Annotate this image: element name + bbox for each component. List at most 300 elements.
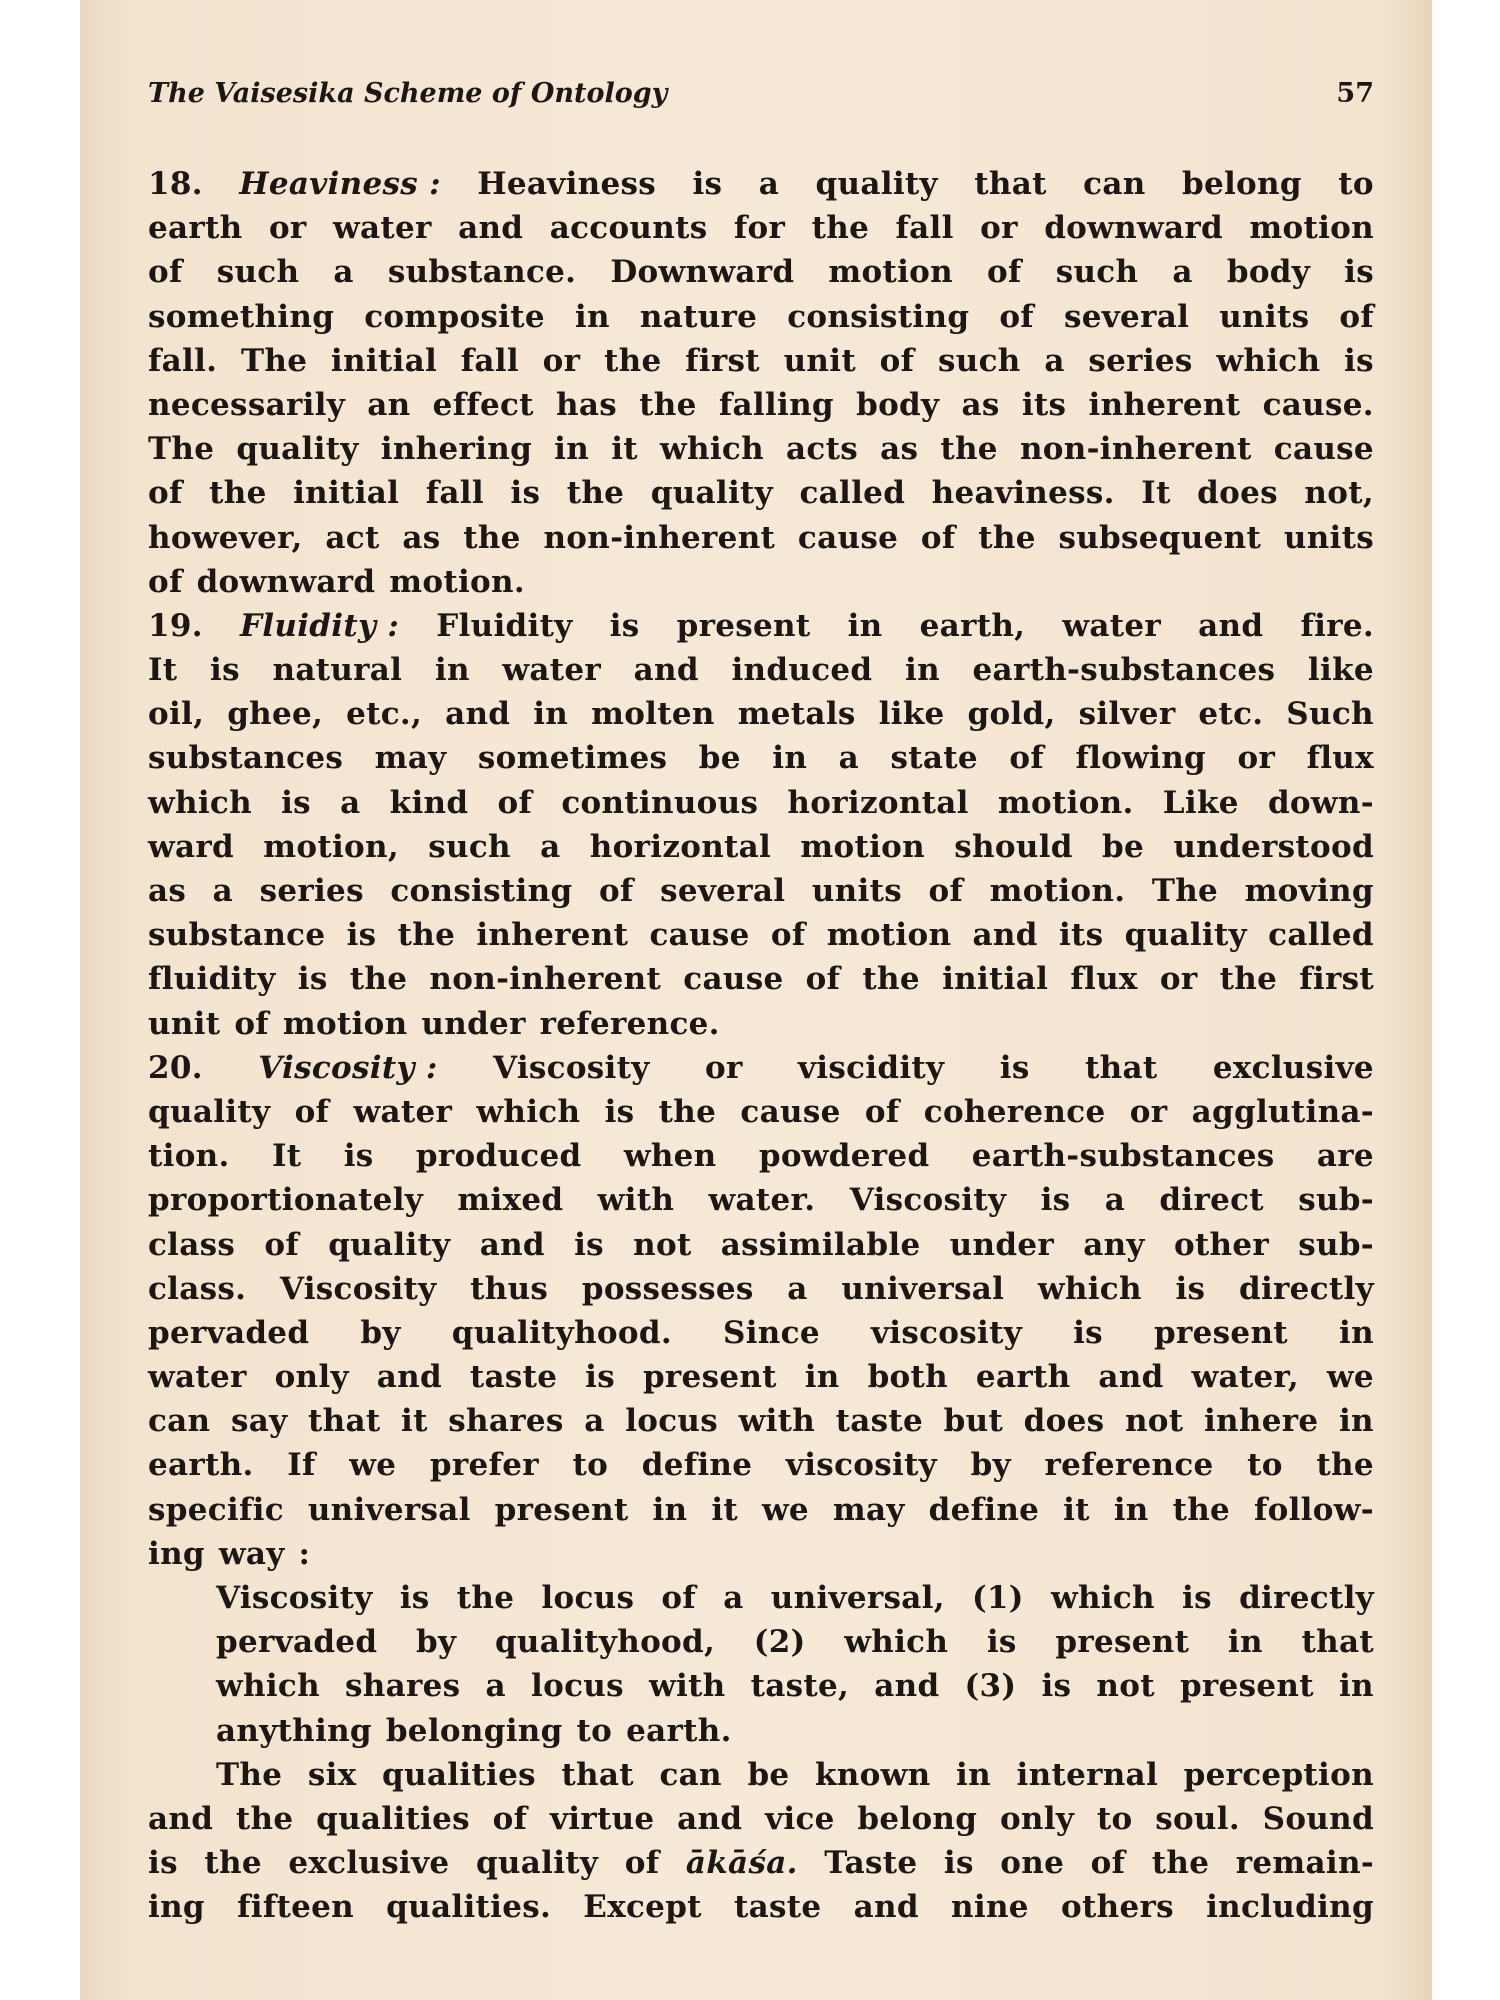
word: motion	[828, 254, 953, 291]
word: it	[401, 1403, 428, 1440]
word: Viscosity	[849, 1182, 1007, 1219]
word: of	[770, 917, 806, 954]
word: in	[1338, 1668, 1374, 1705]
word: metals	[737, 696, 856, 733]
word: like	[1307, 652, 1374, 689]
word: specific	[148, 1491, 284, 1528]
word: in	[652, 1491, 688, 1528]
word: vice	[765, 1800, 835, 1837]
word: of	[624, 1845, 660, 1882]
word: earth.	[626, 1712, 732, 1749]
word: tion.	[148, 1138, 230, 1175]
word: the	[566, 475, 625, 512]
word: substance	[148, 917, 326, 954]
word: flux	[1306, 740, 1374, 777]
word: silver	[1078, 696, 1176, 733]
text-line	[148, 383, 1374, 427]
word: ghee,	[227, 696, 324, 733]
word: is	[604, 1093, 635, 1130]
word: ākāśa.	[685, 1845, 798, 1882]
word: when	[623, 1138, 717, 1175]
word: taste	[734, 1889, 822, 1926]
word: of	[234, 1005, 269, 1042]
word: in	[434, 652, 470, 689]
word: with	[738, 1403, 816, 1440]
word: mixed	[457, 1182, 564, 1219]
word: natural	[272, 652, 403, 689]
word: belonging	[385, 1712, 563, 1749]
word: of	[294, 1093, 330, 1130]
word: initial	[293, 475, 400, 512]
word: initial	[942, 961, 1049, 998]
text-line	[148, 957, 1374, 1001]
word: and	[1098, 1359, 1164, 1396]
word: water	[148, 1359, 247, 1396]
word: a	[212, 873, 234, 909]
word: of	[661, 1580, 697, 1616]
word: does	[1023, 1403, 1105, 1440]
word: ward	[148, 828, 234, 865]
word: only	[274, 1359, 349, 1396]
word: which	[216, 1668, 320, 1705]
word: such	[216, 254, 300, 291]
word: a	[723, 1580, 744, 1616]
word: and	[874, 1668, 940, 1705]
word: that	[1301, 1624, 1374, 1661]
word: subsequent	[1058, 519, 1262, 556]
text-line	[148, 1664, 1374, 1708]
text-line	[148, 1841, 1374, 1885]
word: :	[298, 1535, 311, 1572]
page-number: 57	[1336, 78, 1374, 109]
word: which	[844, 1624, 949, 1661]
word: taste	[469, 1359, 558, 1396]
word: of	[264, 1226, 299, 1263]
word: which	[148, 784, 252, 821]
word: kind	[389, 784, 469, 821]
word: the	[456, 1580, 515, 1616]
word: consisting	[787, 298, 970, 335]
word: and	[1198, 607, 1264, 644]
word: non-inherent	[543, 519, 776, 556]
word: in	[847, 607, 883, 644]
word: to	[572, 1447, 609, 1484]
word: is	[210, 652, 240, 689]
word: to	[1096, 1800, 1133, 1837]
word: qualities.	[386, 1889, 552, 1926]
word: It	[271, 1138, 302, 1175]
word: something	[148, 298, 335, 335]
word: units	[1219, 298, 1310, 335]
word: the	[349, 961, 408, 998]
word: we	[349, 1447, 397, 1484]
word: is	[297, 961, 328, 998]
word: Such	[1286, 696, 1374, 733]
word: say	[230, 1403, 288, 1440]
word: substance.	[387, 254, 577, 291]
word: assimilable	[720, 1226, 921, 1263]
word: of	[497, 784, 533, 821]
word: nature	[639, 298, 758, 335]
word: the	[978, 519, 1036, 556]
word: quality	[328, 1226, 451, 1263]
word: units	[811, 873, 902, 909]
word: of	[805, 961, 841, 998]
word: viscosity	[870, 1314, 1023, 1351]
word: the	[209, 475, 267, 512]
word: a	[758, 166, 780, 202]
text-line	[148, 1090, 1374, 1134]
word: water	[1062, 607, 1162, 644]
word: is	[1175, 1270, 1206, 1307]
word: is	[574, 1226, 604, 1263]
word: earth.	[148, 1447, 254, 1484]
word: one	[1000, 1845, 1065, 1882]
word: of	[1339, 298, 1374, 335]
word: is	[1040, 1182, 1071, 1219]
word: it	[611, 431, 638, 468]
word: locus	[541, 1580, 635, 1616]
word: flowing	[1075, 740, 1207, 777]
word: present	[642, 1359, 777, 1396]
word: as	[402, 519, 441, 556]
word: of	[987, 254, 1022, 291]
word: is	[1344, 342, 1374, 379]
word: units	[1283, 519, 1374, 556]
word: oil,	[148, 696, 205, 733]
word: and	[148, 1800, 214, 1837]
text-line	[148, 1443, 1374, 1487]
word: by	[415, 1624, 457, 1661]
word: class.	[148, 1270, 247, 1307]
word: to	[1338, 166, 1374, 202]
word: shares	[345, 1668, 461, 1705]
word: or	[1159, 961, 1198, 998]
word: however,	[148, 519, 303, 556]
word: (1)	[971, 1580, 1024, 1616]
word: series	[1088, 342, 1193, 379]
word: are	[1316, 1138, 1374, 1175]
word: of	[928, 873, 964, 909]
word: substances	[148, 740, 344, 777]
text-line	[148, 427, 1374, 471]
word: the	[1151, 1845, 1210, 1882]
word: The	[216, 1756, 283, 1793]
word: is	[1182, 1580, 1212, 1616]
text-line	[148, 825, 1374, 869]
word: that	[561, 1756, 634, 1793]
text-line	[148, 1885, 1374, 1929]
word: under	[421, 1005, 526, 1042]
word: may	[832, 1491, 905, 1528]
text-line	[148, 295, 1374, 339]
word: quality	[148, 1093, 271, 1130]
word: composite	[364, 298, 545, 335]
text-line	[148, 736, 1374, 780]
word: called	[1268, 917, 1374, 954]
text-line	[148, 1532, 1374, 1576]
word: molten	[591, 696, 715, 733]
body-text	[148, 162, 1374, 1930]
word: under	[949, 1226, 1054, 1263]
word: thus	[470, 1270, 549, 1307]
word: which	[1050, 1580, 1155, 1616]
word: taste,	[750, 1668, 850, 1705]
word: Viscosity	[216, 1580, 373, 1616]
word: such	[938, 342, 1021, 379]
word: etc.	[1198, 696, 1264, 733]
word: universal	[841, 1270, 1005, 1307]
word: of	[492, 1800, 528, 1837]
word: can	[1083, 166, 1146, 202]
word: a	[333, 254, 354, 291]
text-line	[148, 516, 1374, 560]
word: which	[1037, 1270, 1142, 1307]
word: quality	[475, 1845, 599, 1882]
word: prefer	[429, 1447, 539, 1484]
word: The	[1151, 873, 1219, 909]
word: exclusive	[288, 1845, 450, 1882]
word: and	[445, 696, 511, 733]
word: locus	[531, 1668, 624, 1705]
word: non-inherent	[1019, 431, 1252, 468]
text-line	[148, 1311, 1374, 1355]
word: define	[928, 1491, 1040, 1528]
word: can	[148, 1403, 211, 1440]
word: body	[856, 386, 940, 423]
text-line	[148, 648, 1374, 692]
word: is	[399, 1580, 430, 1616]
word: it	[711, 1491, 739, 1528]
word: the	[1316, 1447, 1374, 1484]
word: not	[633, 1226, 692, 1263]
word: in	[804, 1359, 840, 1396]
word: belong	[1181, 166, 1302, 202]
word: cause	[1273, 431, 1374, 468]
word: the	[397, 917, 456, 954]
text-line	[148, 1134, 1374, 1178]
word: may	[374, 740, 447, 777]
word: class	[148, 1226, 236, 1263]
word: in	[1227, 1624, 1263, 1661]
word: known	[815, 1756, 931, 1793]
word: not,	[1304, 475, 1374, 512]
word: which	[660, 431, 764, 468]
word: belong	[857, 1800, 978, 1837]
word: be	[698, 740, 741, 777]
text-line	[148, 250, 1374, 294]
word: which	[1216, 342, 1321, 379]
running-header	[148, 78, 1374, 118]
word: several	[1063, 298, 1190, 335]
word: that	[974, 166, 1047, 202]
word: is	[510, 475, 541, 512]
word: we	[1326, 1359, 1374, 1396]
word: If	[287, 1447, 316, 1484]
word: downward	[196, 563, 376, 600]
book-page	[80, 0, 1432, 2000]
word: inhering	[380, 431, 533, 468]
word: its	[1021, 386, 1067, 423]
word: flux	[1070, 961, 1138, 998]
word: and	[458, 210, 524, 247]
word: is	[585, 1359, 616, 1396]
word: qualityhood.	[451, 1314, 672, 1351]
word: of	[598, 873, 634, 909]
chapter-title: The Vaisesika Scheme of Ontology	[148, 78, 668, 109]
word: motion.	[389, 563, 525, 600]
word: water,	[1191, 1359, 1299, 1396]
word: or	[1129, 1093, 1168, 1130]
text-line	[148, 604, 1374, 648]
word: an	[367, 386, 411, 423]
word: the	[639, 386, 697, 423]
word: nine	[951, 1889, 1029, 1926]
word: the	[204, 1845, 262, 1882]
word: is	[1073, 1314, 1103, 1351]
word: in	[1339, 1314, 1374, 1351]
word: 18.	[148, 166, 203, 202]
text-line	[148, 1620, 1374, 1664]
word: a	[1172, 254, 1193, 291]
text-line	[148, 1488, 1374, 1532]
word: in	[554, 431, 590, 468]
text-line	[148, 1709, 1374, 1753]
word: including	[1206, 1889, 1374, 1926]
word: earth	[148, 210, 243, 247]
word: down-	[1267, 784, 1374, 821]
word: It	[148, 652, 178, 689]
word: is	[148, 1845, 178, 1882]
word: Since	[723, 1314, 820, 1351]
word: in	[956, 1756, 991, 1793]
word: directly	[1238, 1270, 1374, 1307]
word: fluidity	[148, 961, 276, 998]
word: others	[1061, 1889, 1174, 1926]
word: produced	[415, 1138, 582, 1175]
word: state	[890, 740, 978, 777]
word: powdered	[758, 1138, 930, 1175]
word: a	[1044, 342, 1065, 379]
word: should	[954, 828, 1073, 865]
word: (2)	[753, 1624, 806, 1661]
word: define	[641, 1447, 753, 1484]
word: be	[1102, 828, 1145, 865]
word: of	[879, 342, 915, 379]
word: sub-	[1298, 1226, 1374, 1263]
word: only	[999, 1800, 1075, 1837]
word: that	[1084, 1049, 1158, 1086]
word: accounts	[549, 210, 708, 247]
word: present	[676, 607, 811, 644]
word: viscosity	[785, 1447, 937, 1484]
word: in	[772, 740, 808, 777]
word: cause	[683, 961, 784, 998]
word: fall	[460, 342, 519, 379]
word: fall	[895, 210, 954, 247]
word: ing	[148, 1535, 205, 1572]
text-line	[148, 471, 1374, 515]
word: present	[1179, 1668, 1314, 1705]
word: pervaded	[216, 1624, 378, 1661]
word: be	[747, 1756, 790, 1793]
word: the	[862, 961, 920, 998]
word: It	[1141, 475, 1171, 512]
word: motion	[826, 917, 952, 954]
word: sometimes	[477, 740, 668, 777]
word: in	[1113, 1491, 1149, 1528]
word: universal,	[770, 1580, 945, 1616]
word: agglutina-	[1191, 1093, 1374, 1130]
word: horizontal	[787, 784, 969, 821]
word: motion	[1249, 210, 1374, 247]
word: quality	[815, 166, 938, 202]
word: has	[555, 386, 617, 423]
word: water	[353, 1093, 453, 1130]
word: moving	[1244, 873, 1374, 909]
text-line	[148, 339, 1374, 383]
word: of	[1090, 1845, 1126, 1882]
word: a	[838, 740, 860, 777]
word: Fluidity	[436, 607, 573, 644]
word: Sound	[1262, 1800, 1374, 1837]
word: as	[961, 386, 1000, 423]
word: first	[1299, 961, 1374, 998]
word: or	[1237, 740, 1276, 777]
word: ing	[148, 1889, 205, 1926]
word: effect	[432, 386, 534, 423]
word: not	[1124, 1403, 1184, 1440]
word: is	[986, 1624, 1017, 1661]
word: 19.	[148, 607, 203, 644]
word: the	[1219, 961, 1278, 998]
text-line	[148, 781, 1374, 825]
word: of	[1009, 740, 1044, 777]
word: water	[502, 652, 602, 689]
word: fifteen	[237, 1889, 354, 1926]
word: and	[972, 917, 1038, 954]
word: called	[799, 475, 906, 512]
text-line	[148, 1797, 1374, 1841]
text-line	[148, 1002, 1374, 1046]
word: can	[659, 1756, 722, 1793]
word: series	[259, 873, 364, 909]
word: exclusive	[1212, 1049, 1374, 1086]
word: is	[1041, 1668, 1072, 1705]
word: reference.	[539, 1005, 720, 1042]
word: Downward	[610, 254, 795, 291]
word: acts	[786, 431, 858, 468]
word: like	[878, 696, 945, 733]
word: in	[574, 298, 610, 335]
word: earth,	[919, 607, 1026, 644]
word: fall	[425, 475, 484, 512]
word: inherent	[476, 917, 629, 954]
word: that	[307, 1403, 381, 1440]
word: both	[867, 1359, 948, 1396]
word: unit	[783, 342, 856, 379]
word: motion.	[989, 873, 1126, 909]
word: remain-	[1235, 1845, 1374, 1882]
word: locus	[625, 1403, 719, 1440]
word: cause	[740, 1093, 841, 1130]
word: does	[1197, 475, 1278, 512]
text-line	[148, 1178, 1374, 1222]
word: of	[920, 519, 956, 556]
word: The	[240, 342, 308, 379]
word: Except	[583, 1889, 702, 1926]
text-line	[148, 913, 1374, 957]
